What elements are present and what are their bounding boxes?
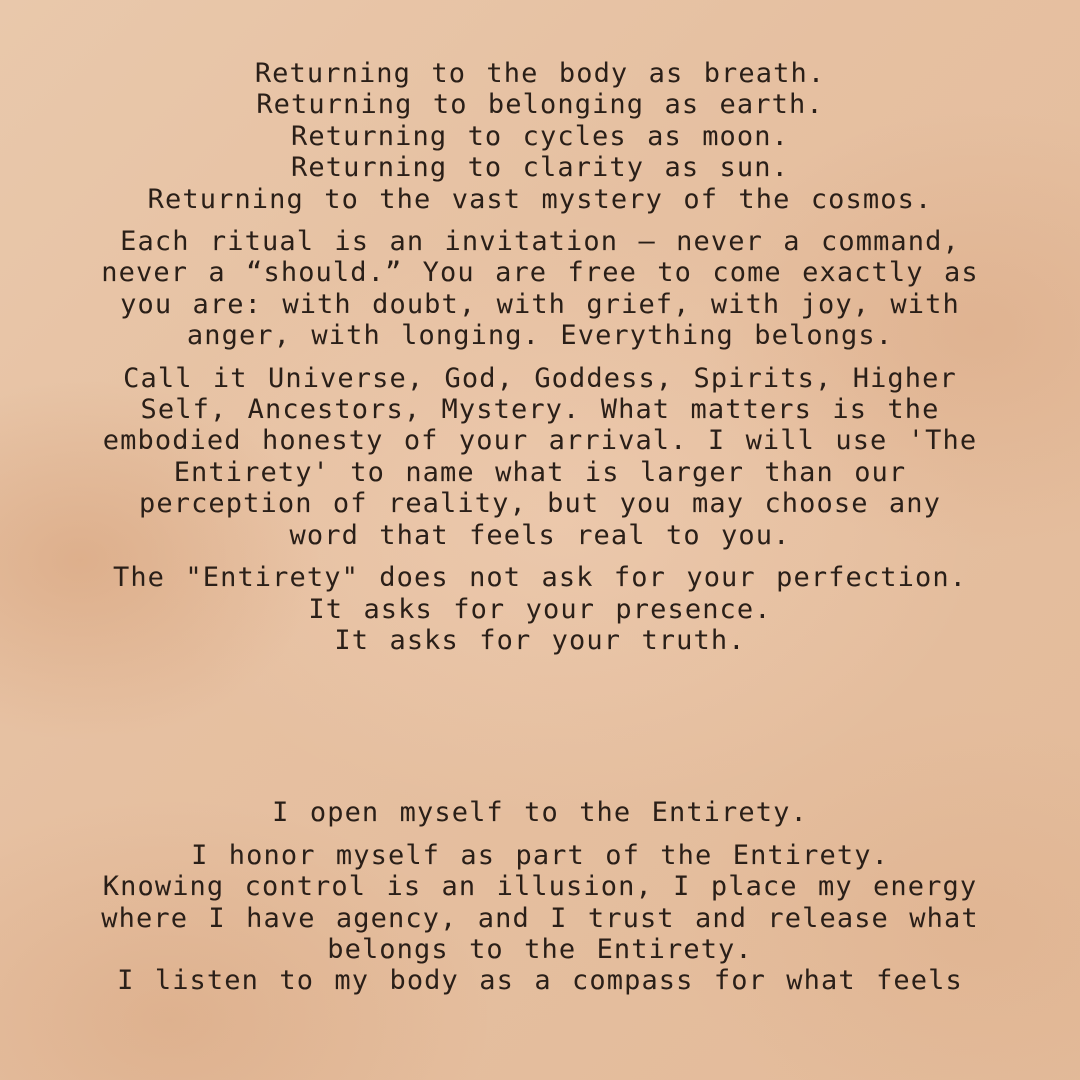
- affirmation-line: I listen to my body as a compass for what feels: [117, 965, 963, 997]
- affirmation-line: I open myself to the Entirety.: [272, 797, 808, 829]
- affirmation-line: Knowing control is an illusion, I place my energy: [102, 871, 978, 903]
- paragraph-line: anger, with longing. Everything belongs.: [186, 320, 894, 352]
- stanza-line: Returning to clarity as sun.: [291, 152, 789, 184]
- presence-paragraph: [100, 562, 980, 656]
- affirmation-open: [100, 797, 980, 828]
- paragraph-line: you are: with doubt, with grief, with joy, with: [120, 288, 960, 320]
- text-viewport: [0, 58, 1080, 997]
- stanza-line: Returning to the vast mystery of the cosmos.: [147, 183, 933, 215]
- affirmation-honor: [100, 840, 980, 997]
- stanza-line: Returning to belonging as earth.: [256, 89, 824, 121]
- paragraph-line: It asks for your presence.: [308, 593, 772, 625]
- naming-paragraph: [100, 363, 980, 551]
- paragraph-line: Call it Universe, God, Goddess, Spirits, Higher: [123, 362, 957, 394]
- paragraph-line: perception of reality, but you may choose any: [139, 488, 941, 520]
- paragraph-line: Each ritual is an invitation — never a command,: [120, 226, 960, 258]
- stanza-line: Returning to the body as breath.: [254, 58, 826, 89]
- section-spacer: [100, 667, 980, 797]
- paragraph-line: word that feels real to you.: [289, 519, 791, 551]
- paragraph-line: The "Entirety" does not ask for your perfection.: [112, 562, 968, 594]
- affirmation-line: belongs to the Entirety.: [327, 933, 753, 965]
- ritual-text-body: [100, 58, 980, 1008]
- invitation-paragraph: [100, 226, 980, 352]
- paragraph-line: never a “should.” You are free to come exactly as: [101, 257, 979, 289]
- affirmation-line: where I have agency, and I trust and release what: [101, 902, 979, 934]
- paragraph-line: Entirety' to name what is larger than our: [173, 456, 907, 488]
- affirmation-line: I honor myself as part of the Entirety.: [191, 839, 889, 871]
- paragraph-line: It asks for your truth.: [334, 624, 746, 656]
- paragraph-line: Self, Ancestors, Mystery. What matters is the: [140, 394, 940, 426]
- returning-stanza: [100, 58, 980, 215]
- stanza-line: Returning to cycles as moon.: [291, 120, 789, 152]
- paragraph-line: embodied honesty of your arrival. I will use 'The: [102, 425, 978, 457]
